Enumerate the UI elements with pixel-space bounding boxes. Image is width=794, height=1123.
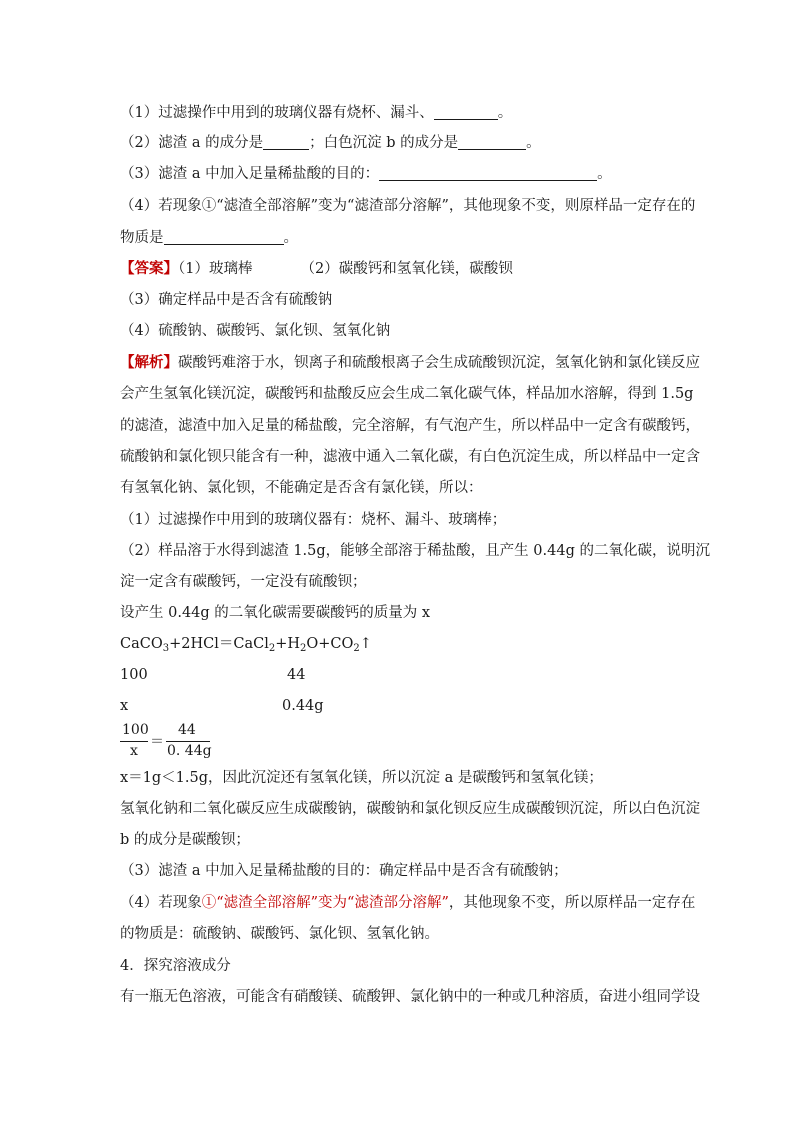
ratio-row-1-right: 44 bbox=[287, 667, 306, 683]
fraction-numerator-1: 100 bbox=[122, 722, 149, 738]
analysis-line-1: 【解析】碳酸钙难溶于水，钡离子和硫酸根离子会生成硫酸钡沉淀，氢氧化钠和氯化镁反应 bbox=[120, 354, 700, 371]
question-4-line-2: 物质是 。 bbox=[120, 230, 298, 246]
analysis-line-4: 硫酸钠和氯化钡只能含有一种，滤液中通入二氧化碳，有白色沉淀生成，所以样品中一定含 bbox=[120, 449, 700, 465]
fraction-bar-1 bbox=[120, 741, 148, 742]
analysis-point-4b: 的物质是：硫酸钠、碳酸钙、氯化钡、氢氧化钠。 bbox=[120, 926, 439, 942]
answer-line-4: （4）硫酸钠、碳酸钙、氯化钡、氢氧化钠 bbox=[120, 323, 391, 339]
blank-2a bbox=[263, 134, 309, 150]
section-text: 有一瓶无色溶液，可能含有硝酸镁、硫酸钾、氯化钠中的一种或几种溶质，奋进小组同学设 bbox=[120, 989, 700, 1005]
fraction-equals: ＝ bbox=[150, 734, 164, 750]
fraction-denominator-2: 0. 44g bbox=[167, 743, 212, 759]
analysis-label: 【解析】 bbox=[120, 354, 178, 371]
section-title: 4．探究溶液成分 bbox=[120, 958, 231, 974]
analysis-point-2a: （2）样品溶于水得到滤渣 1.5g，能够全部溶于稀盐酸，且产生 0.44g 的二氧化碳，说明沉 bbox=[120, 543, 710, 559]
proportion-fraction bbox=[120, 722, 220, 762]
analysis-point-1: （1）过滤操作中用到的玻璃仪器有：烧杯、漏斗、玻璃棒； bbox=[120, 512, 507, 528]
question-1: （1）过滤操作中用到的玻璃仪器有烧杯、漏斗、 。 bbox=[120, 105, 513, 121]
analysis-line-5: 有氢氧化钠、氯化钡，不能确定是否含有氯化镁，所以： bbox=[120, 480, 483, 496]
analysis-set-x: 设产生 0.44g 的二氧化碳需要碳酸钙的质量为 x bbox=[120, 605, 431, 621]
analysis-line-3: 的滤渣，滤渣中加入足量的稀盐酸，完全溶解，有气泡产生，所以样品中一定含有碳酸钙， bbox=[120, 418, 700, 434]
answer-line-1: 【答案】（1）玻璃棒 （2）碳酸钙和氢氧化镁，碳酸钡 bbox=[120, 260, 513, 277]
result-line-2: 氢氧化钠和二氧化碳反应生成碳酸钠，碳酸钠和氯化钡反应生成碳酸钡沉淀，所以白色沉淀 bbox=[120, 801, 700, 817]
blank-3 bbox=[379, 165, 597, 181]
question-4-line-1: （4）若现象①“滤渣全部溶解”变为“滤渣部分溶解”，其他现象不变，则原样品一定存在的 bbox=[120, 198, 696, 214]
ratio-row-2-right: 0.44g bbox=[282, 698, 324, 714]
fraction-bar-2 bbox=[166, 741, 210, 742]
answer-line-3: （3）确定样品中是否含有硫酸钠 bbox=[120, 292, 333, 308]
highlight-phenomenon: ①“滤渣全部溶解”变为“滤渣部分溶解” bbox=[201, 895, 449, 911]
result-line-1: x＝1g＜1.5g，因此沉淀还有氢氧化镁，所以沉淀 a 是碳酸钙和氢氧化镁； bbox=[120, 770, 603, 786]
fraction-denominator-1: x bbox=[130, 743, 138, 759]
blank-2b bbox=[458, 134, 526, 150]
question-3: （3）滤渣 a 中加入足量稀盐酸的目的： 。 bbox=[120, 166, 612, 182]
question-2: （2）滤渣 a 的成分是 ；白色沉淀 b 的成分是 。 bbox=[120, 135, 541, 151]
analysis-point-3: （3）滤渣 a 中加入足量稀盐酸的目的：确定样品中是否含有硫酸钠； bbox=[120, 863, 568, 879]
analysis-line-2: 会产生氢氧化镁沉淀，碳酸钙和盐酸反应会生成二氧化碳气体，样品加水溶解，得到 1.5g bbox=[120, 386, 694, 402]
answer-label: 【答案】 bbox=[120, 260, 178, 277]
blank-1 bbox=[434, 104, 498, 120]
blank-4 bbox=[164, 229, 284, 245]
ratio-row-1-left: 100 bbox=[120, 667, 148, 683]
analysis-point-4a: （4）若现象①“滤渣全部溶解”变为“滤渣部分溶解”，其他现象不变，所以原样品一定存在 bbox=[120, 895, 696, 911]
ratio-row-2-left: x bbox=[120, 698, 129, 714]
fraction-numerator-2: 44 bbox=[178, 722, 196, 738]
analysis-point-2b: 淀一定含有碳酸钙，一定没有硫酸钡； bbox=[120, 574, 367, 590]
chemical-equation: $CaCO_3+2HCl=CaCl_2+H_2O+CO_2↑$ bbox=[120, 636, 372, 654]
result-line-3: b 的成分是碳酸钡； bbox=[120, 832, 250, 848]
